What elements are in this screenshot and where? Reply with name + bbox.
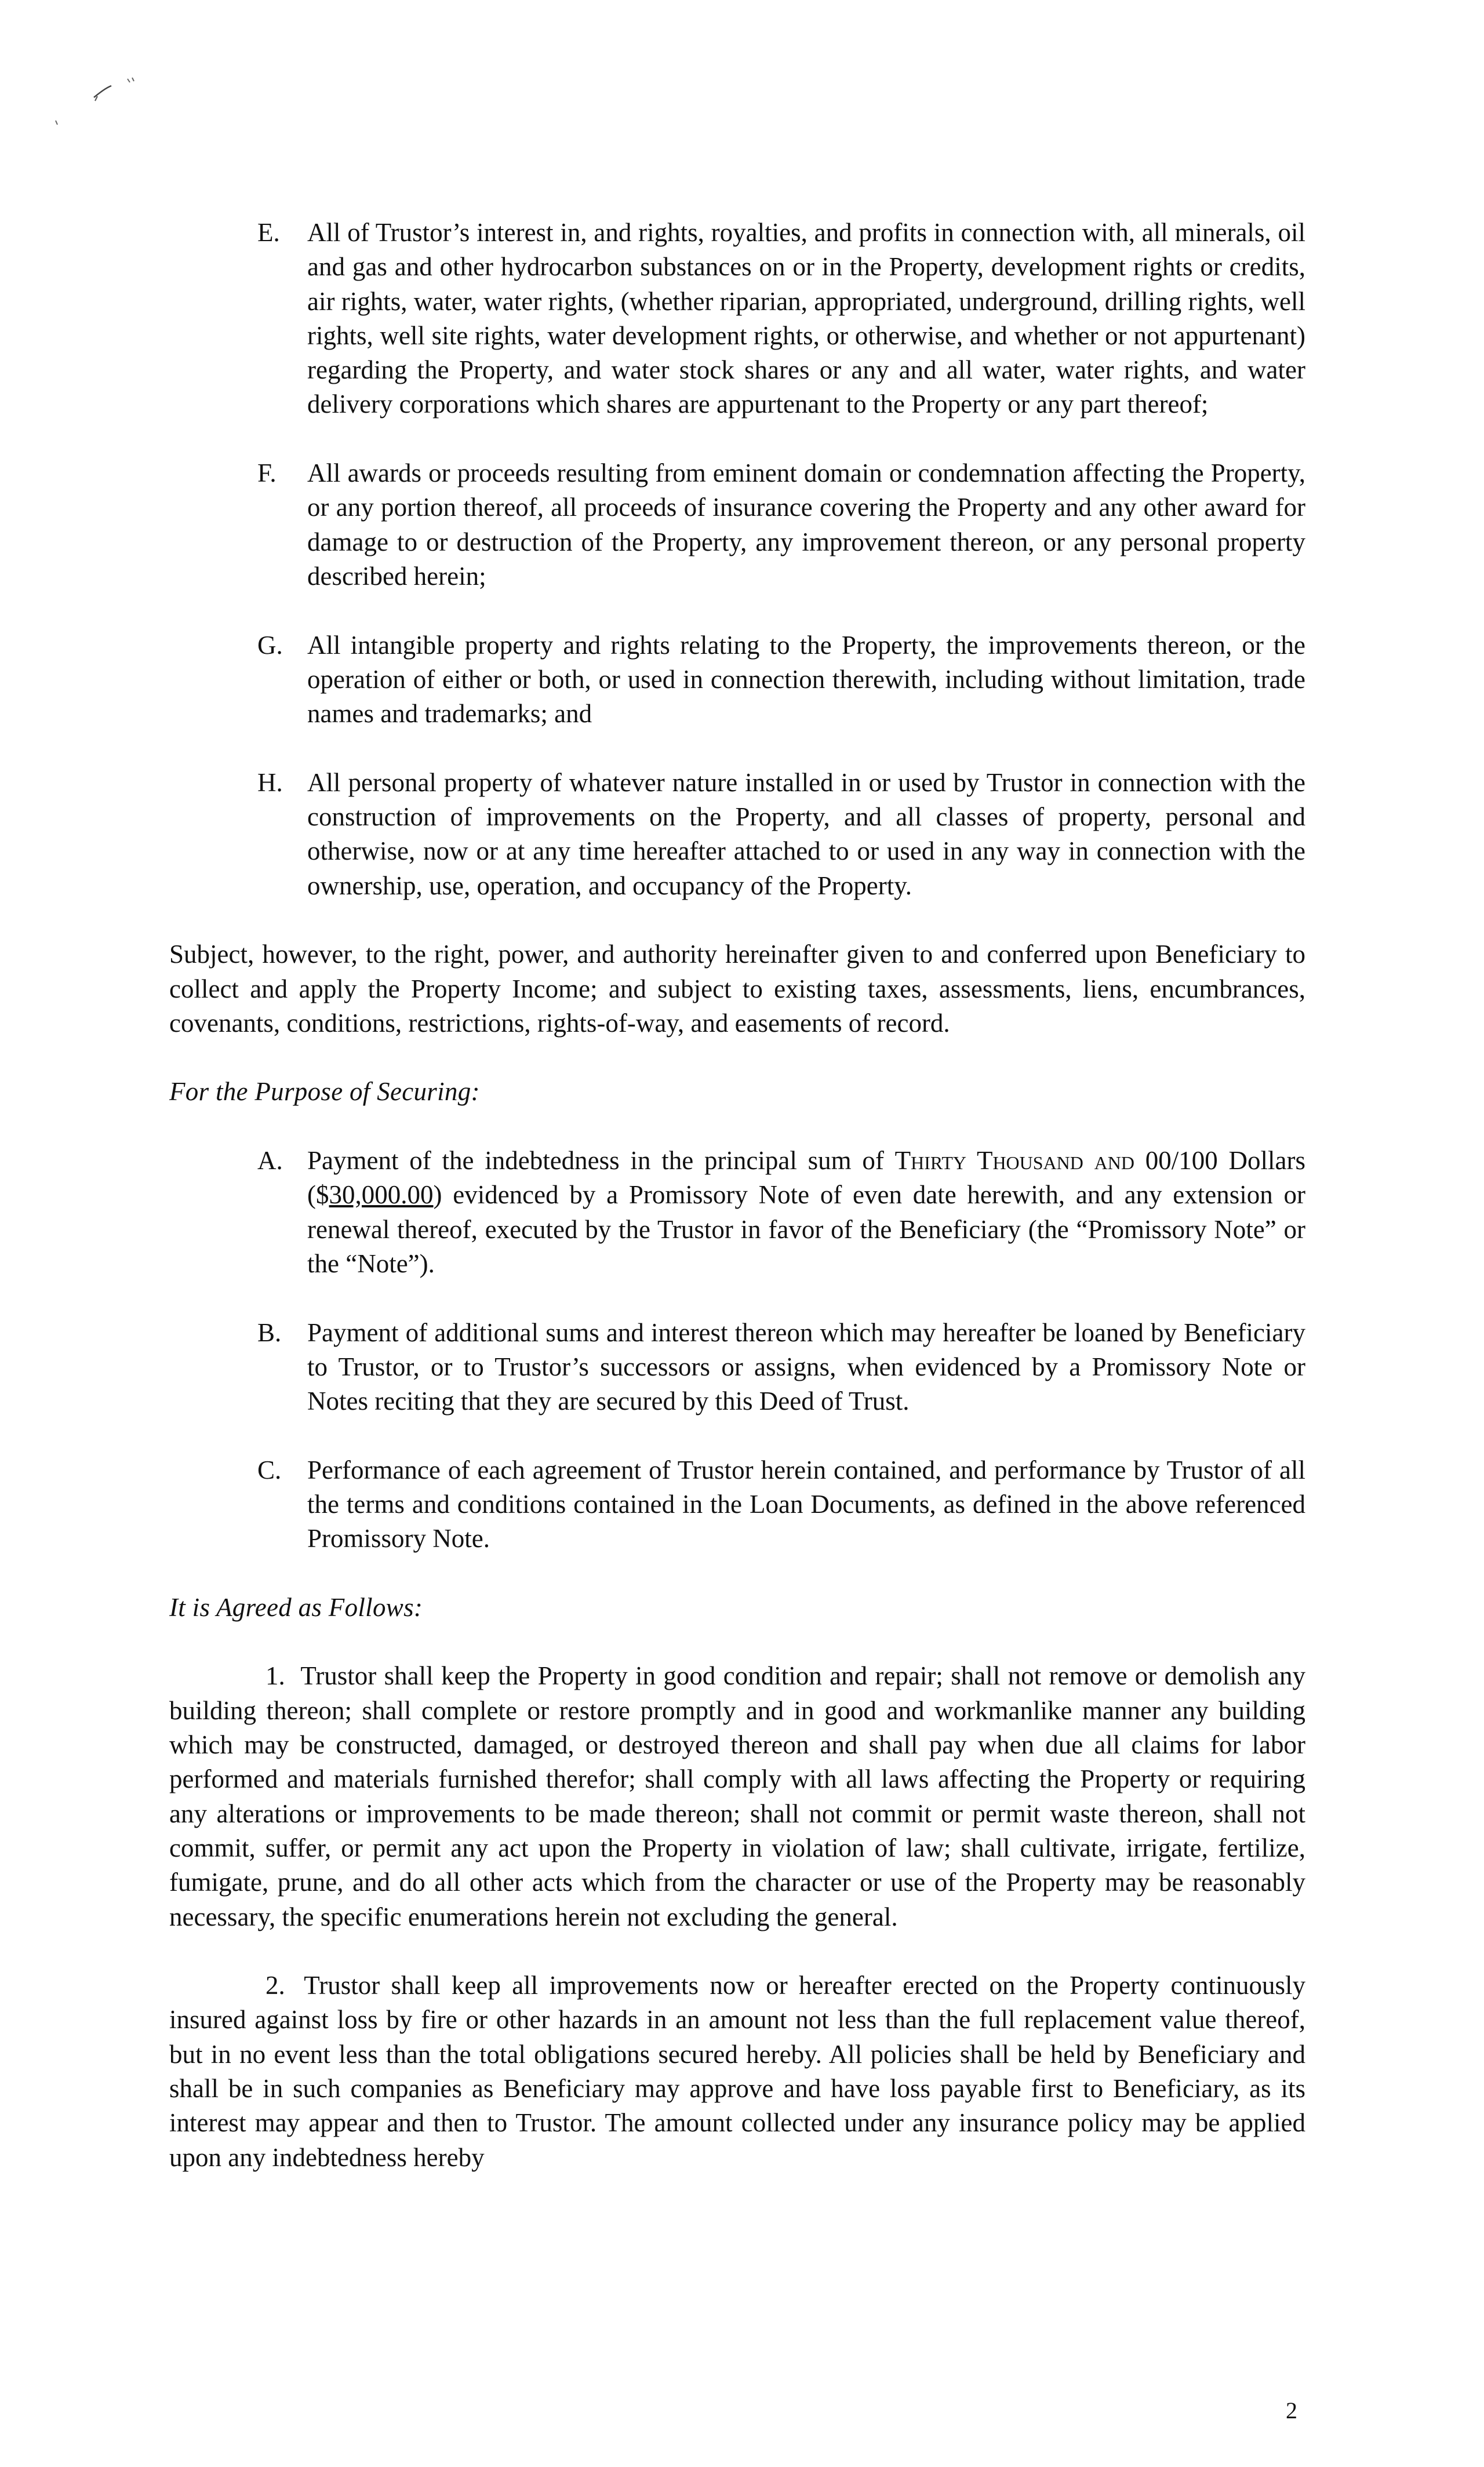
clause-text: Trustor shall keep all improvements now or hereafter erected on the Property continuously insured against loss by fire or other hazards in an amount not less than the full replacement value thereof, but in no event less than the total obligations secured hereby. All policies shall be held by Beneficiary and shall be in such companies as Beneficiary may approve and have loss payable first to Beneficiary, as its interest may appear and then to Trustor. The amount collected under any insurance policy may be applied upon any indebtedness hereby — [169, 1971, 1305, 2172]
item-marker: B. — [257, 1318, 282, 1347]
property-item-e — [169, 216, 1305, 422]
item-text: All personal property of whatever nature installed in or used by Trustor in connection with the construction of improvements on the Property, and all classes of property, personal and otherwise, now or at any time hereafter attached to or used in any way in connection with the ownership, use, operation, and occupancy of the Property. — [307, 767, 1305, 900]
clause-1 — [169, 1659, 1305, 1934]
property-item-f — [169, 456, 1305, 594]
item-text: All awards or proceeds resulting from eminent domain or condemnation affecting the Property, or any portion thereof, all proceeds of insurance covering the Property and any other award for damage to or destruction of the Property, any improvement thereon, or any personal property described herein; — [307, 459, 1305, 591]
agreement-heading: It is Agreed as Follows: — [169, 1592, 423, 1622]
item-marker: A. — [257, 1146, 283, 1176]
item-marker: C. — [257, 1455, 282, 1484]
principal-amount-words: Thirty Thousand and — [894, 1146, 1134, 1176]
item-text: All intangible property and rights relating to the Property, the improvements thereon, or the operation of either or both, or used in connection therewith, including without limitation, trade names and trademarks; and — [307, 630, 1305, 729]
item-text-before: Payment of the indebtedness in the principal sum of — [307, 1146, 895, 1176]
clause-number: 1. — [265, 1661, 285, 1691]
principal-amount-fraction: 00/100 Dollars ($ — [307, 1146, 1305, 1210]
principal-amount-number: 30,000.00 — [329, 1180, 434, 1210]
purpose-item-b — [169, 1316, 1305, 1419]
purpose-item-a — [169, 1144, 1305, 1281]
clause-text: Trustor shall keep the Property in good condition and repair; shall not remove or demolish any building thereon; shall complete or restore promptly and in good and workmanlike manner any building which may be constructed, damaged, or destroyed thereon and shall pay when due all claims for labor performed and materials furnished therefor; shall comply with all laws affecting the Property or requiring any alterations or improvements to be made thereon; shall not commit or permit waste thereon, shall not commit, suffer, or permit any act upon the Property in violation of law; shall cultivate, irrigate, fertilize, fumigate, prune, and do all other acts which from the character or use of the Property may be reasonably necessary, the specific enumerations herein not excluding the general. — [169, 1661, 1305, 1931]
property-item-h — [169, 766, 1305, 903]
item-marker: E. — [257, 218, 280, 247]
item-marker: F. — [257, 459, 277, 488]
clause-2 — [169, 1968, 1305, 2175]
page-number: 2 — [1286, 2397, 1297, 2424]
scan-artifact-marks — [46, 70, 151, 133]
item-text: Performance of each agreement of Trustor herein contained, and performance by Trustor of all the terms and conditions contained in the Loan Documents, as defined in the above referenced Promissory Note. — [307, 1455, 1305, 1553]
document-body — [169, 216, 1305, 2209]
item-marker: G. — [257, 630, 283, 660]
item-text: Payment of additional sums and interest thereon which may hereafter be loaned by Beneficiary to Trustor, or to Trustor’s successors or assigns, when evidenced by a Promissory Note or Notes reciting that they are secured by this Deed of Trust. — [307, 1318, 1305, 1416]
clause-number: 2. — [265, 1971, 285, 2000]
subject-paragraph: Subject, however, to the right, power, and authority hereinafter given to and conferred upon Beneficiary to collect and apply the Property Income; and subject to existing taxes, assessments, liens, encumbrances, covenants, conditions, restrictions, rights-of-way, and easements of record. — [169, 940, 1305, 1038]
purpose-heading: For the Purpose of Securing: — [169, 1077, 480, 1107]
item-text: All of Trustor’s interest in, and rights, royalties, and profits in connection with, all minerals, oil and gas and other hydrocarbon substances on or in the Property, development rights or credits, air rights, water, water rights, (whether riparian, appropriated, underground, drilling rights, well rights, well site rights, water development rights, or otherwise, and whether or not appurtenant) regarding the Property, and water stock shares or any and all water, water rights, and water delivery corporations which shares are appurtenant to the Property or any part thereof; — [307, 218, 1305, 419]
item-text-after: ) evidenced by a Promissory Note of even date herewith, and any extension or renewal thereof, executed by the Trustor in favor of the Beneficiary (the “Promissory Note” or the “Note”). — [307, 1180, 1305, 1278]
purpose-item-c — [169, 1453, 1305, 1556]
property-item-g — [169, 628, 1305, 732]
item-marker: H. — [257, 767, 283, 797]
